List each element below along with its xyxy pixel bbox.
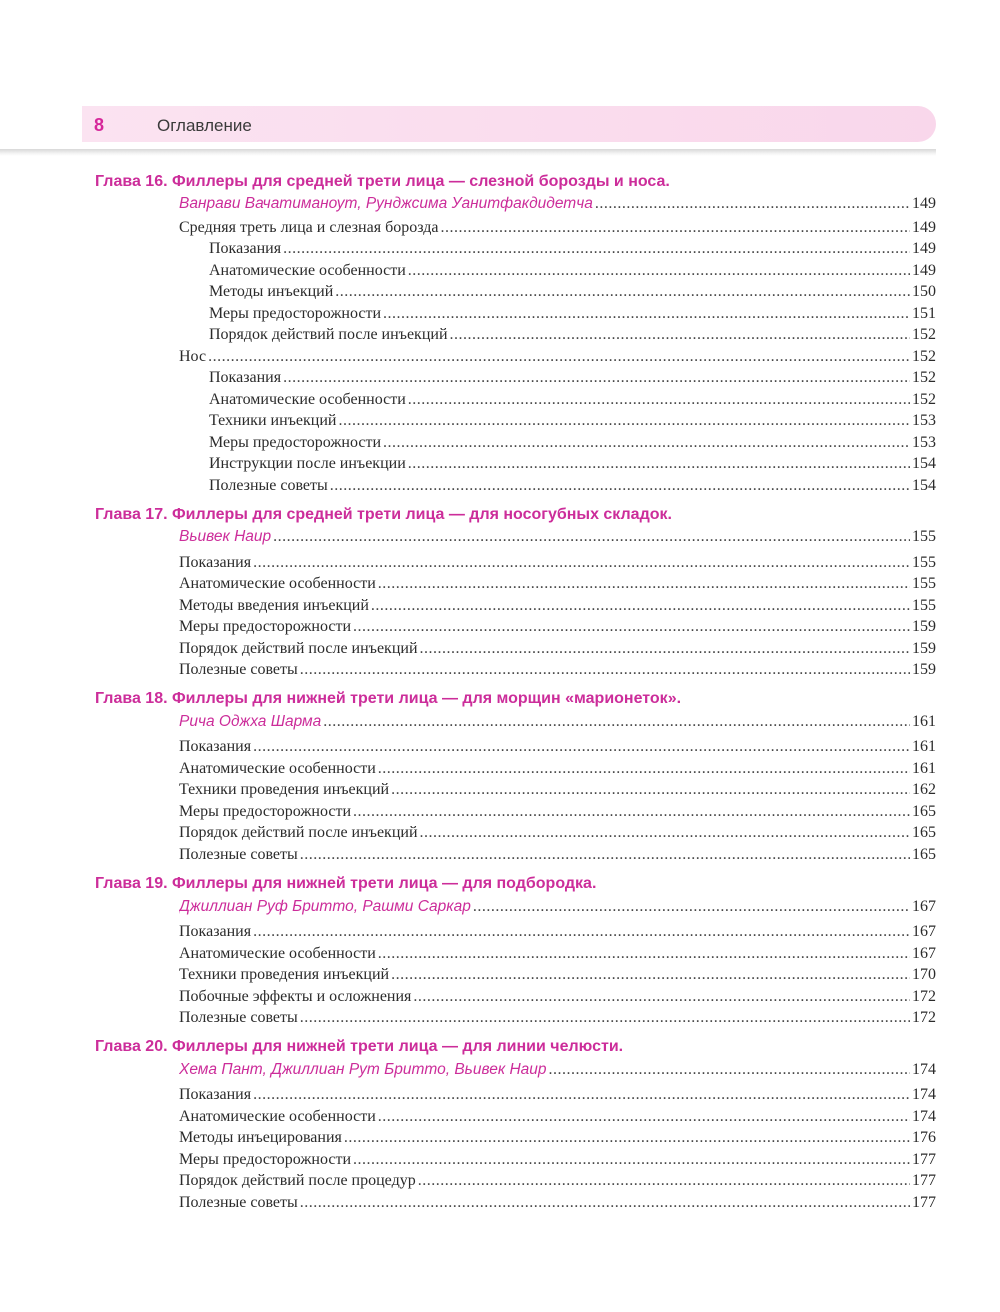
entry-label: Анатомические особенности (209, 262, 406, 279)
entry-label: Меры предосторожности (179, 618, 352, 635)
toc-entry[interactable] (179, 1170, 936, 1192)
toc-entry[interactable] (179, 801, 936, 823)
page-ref: 149 (912, 262, 936, 279)
dot-leader (408, 389, 910, 411)
dot-leader (420, 638, 910, 660)
page-ref: 152 (912, 326, 936, 343)
toc-entry[interactable] (179, 822, 936, 844)
chapter-title[interactable]: Глава 20. Филлеры для нижней трети лица — для линии челюсти. (95, 1038, 624, 1055)
toc-entry[interactable] (209, 453, 936, 475)
entry-label: Полезные советы (179, 846, 298, 863)
toc-entry[interactable] (179, 964, 936, 986)
page-ref: 172 (912, 988, 936, 1005)
dot-leader (330, 475, 910, 497)
dot-leader (253, 921, 910, 943)
dot-leader (353, 1149, 910, 1171)
toc-entry[interactable] (179, 552, 936, 574)
page-ref: 155 (912, 575, 936, 592)
toc-entry[interactable] (179, 1192, 936, 1214)
toc-author-entry[interactable] (179, 1059, 936, 1081)
page-ref: 174 (912, 1086, 936, 1103)
page-ref: 152 (912, 369, 936, 386)
dot-leader (283, 238, 910, 260)
chapter-title[interactable]: Глава 19. Филлеры для нижней трети лица — для подбородка. (95, 875, 597, 892)
entry-label: Методы инъекций (209, 283, 334, 300)
entry-label: Показания (179, 554, 252, 571)
dot-leader (208, 346, 910, 368)
page-ref: 177 (912, 1151, 936, 1168)
page-ref: 154 (912, 455, 936, 472)
entry-label: Техники проведения инъекций (179, 966, 390, 983)
dot-leader (418, 1170, 910, 1192)
entry-label: Анатомические особенности (179, 1108, 376, 1125)
dot-leader (253, 552, 910, 574)
dot-leader (473, 896, 910, 918)
dot-leader (413, 986, 910, 1008)
toc-entry[interactable] (209, 410, 936, 432)
page-ref: 165 (912, 824, 936, 841)
page-ref: 174 (912, 1061, 936, 1078)
toc-author-entry[interactable] (179, 896, 936, 918)
dot-leader (300, 1192, 910, 1214)
toc-entry[interactable] (179, 943, 936, 965)
toc-entry[interactable] (209, 281, 936, 303)
toc-entry[interactable] (179, 758, 936, 780)
page-ref: 153 (912, 434, 936, 451)
dot-leader (378, 573, 910, 595)
running-title: Оглавление (157, 116, 252, 135)
toc-entry[interactable] (179, 638, 936, 660)
page-ref: 162 (912, 781, 936, 798)
dot-leader (408, 260, 910, 282)
dot-leader (391, 964, 910, 986)
dot-leader (338, 410, 910, 432)
dot-leader (344, 1127, 910, 1149)
toc-entry[interactable] (209, 367, 936, 389)
dot-leader (378, 943, 910, 965)
page-ref: 165 (912, 846, 936, 863)
page-ref: 161 (912, 760, 936, 777)
entry-label: Полезные советы (179, 1009, 298, 1026)
author-names: Вьивек Наир (179, 528, 272, 545)
toc-entry[interactable] (179, 779, 936, 801)
page-number: 8 (94, 115, 105, 135)
toc-entry[interactable] (179, 616, 936, 638)
toc-entry[interactable] (179, 1084, 936, 1106)
page-ref: 152 (912, 391, 936, 408)
entry-label: Полезные советы (179, 661, 298, 678)
toc-entry[interactable] (209, 475, 936, 497)
dot-leader (391, 779, 910, 801)
dot-leader (549, 1059, 910, 1081)
toc-entry[interactable] (179, 573, 936, 595)
toc-entry[interactable] (209, 303, 936, 325)
toc-author-entry[interactable] (179, 526, 936, 548)
page-ref: 176 (912, 1129, 936, 1146)
page-ref: 153 (912, 412, 936, 429)
page-ref: 159 (912, 661, 936, 678)
entry-label: Техники проведения инъекций (179, 781, 390, 798)
toc-entry[interactable] (209, 432, 936, 454)
page-ref: 167 (912, 945, 936, 962)
page-ref: 159 (912, 640, 936, 657)
page-ref: 167 (912, 923, 936, 940)
dot-leader (300, 844, 910, 866)
dot-leader (420, 822, 910, 844)
toc-entry[interactable] (179, 736, 936, 758)
page-ref: 159 (912, 618, 936, 635)
entry-label: Анатомические особенности (179, 760, 376, 777)
toc-entry[interactable] (179, 921, 936, 943)
entry-label: Анатомические особенности (179, 575, 376, 592)
toc-entry[interactable] (179, 986, 936, 1008)
entry-label: Анатомические особенности (179, 945, 376, 962)
entry-label: Меры предосторожности (209, 434, 382, 451)
page-ref: 161 (912, 713, 936, 730)
page-ref: 154 (912, 477, 936, 494)
header-divider (0, 149, 936, 156)
dot-leader (300, 1007, 910, 1029)
entry-label: Порядок действий после инъекций (179, 824, 418, 841)
entry-label: Показания (209, 240, 282, 257)
dot-leader (408, 453, 910, 475)
page-ref: 155 (912, 554, 936, 571)
chapter-title[interactable]: Глава 17. Филлеры для средней трети лица — для носогубных складок. (95, 506, 672, 523)
toc-entry[interactable] (209, 324, 936, 346)
entry-label: Нос (179, 348, 207, 365)
author-names: Хема Пант, Джиллиан Рут Бритто, Вьивек Наир (179, 1061, 547, 1078)
toc-entry[interactable] (179, 1149, 936, 1171)
entry-label: Техники инъекций (209, 412, 337, 429)
entry-label: Методы введения инъекций (179, 597, 369, 614)
page-ref: 177 (912, 1194, 936, 1211)
chapter-title[interactable]: Глава 18. Филлеры для нижней трети лица — для морщин «марионеток». (95, 690, 682, 707)
toc-entry[interactable] (179, 1007, 936, 1029)
toc-entry[interactable] (179, 659, 936, 681)
page-ref: 151 (912, 305, 936, 322)
dot-leader (273, 526, 910, 548)
dot-leader (383, 303, 910, 325)
toc-entry[interactable] (179, 1106, 936, 1128)
toc-entry[interactable] (179, 1127, 936, 1149)
entry-label: Анатомические особенности (209, 391, 406, 408)
dot-leader (440, 217, 910, 239)
entry-label: Полезные советы (179, 1194, 298, 1211)
dot-leader (353, 616, 910, 638)
page-ref: 170 (912, 966, 936, 983)
toc-author-entry[interactable] (179, 711, 936, 733)
page-ref: 161 (912, 738, 936, 755)
entry-label: Порядок действий после процедур (179, 1172, 416, 1189)
author-names: Ванрави Вачатиманоут, Рунджсима Уанитфакдидетча (179, 195, 593, 212)
entry-label: Побочные эффекты и осложнения (179, 988, 412, 1005)
entry-label: Полезные советы (209, 477, 328, 494)
entry-label: Меры предосторожности (179, 803, 352, 820)
chapter-title[interactable]: Глава 16. Филлеры для средней трети лица — слезной борозды и носа. (95, 173, 670, 190)
toc-author-entry[interactable] (179, 193, 936, 215)
author-names: Джиллиан Руф Бритто, Рашми Саркар (179, 898, 471, 915)
dot-leader (371, 595, 910, 617)
entry-label: Порядок действий после инъекций (209, 326, 448, 343)
dot-leader (383, 432, 910, 454)
dot-leader (323, 711, 910, 733)
dot-leader (253, 736, 910, 758)
dot-leader (595, 193, 910, 215)
dot-leader (378, 758, 910, 780)
entry-label: Методы инъецирования (179, 1129, 342, 1146)
toc-entry[interactable] (209, 260, 936, 282)
toc-entry[interactable] (179, 217, 936, 239)
page-ref: 155 (912, 597, 936, 614)
entry-label: Меры предосторожности (209, 305, 382, 322)
entry-label: Инструкции после инъекции (209, 455, 406, 472)
toc-entry[interactable] (209, 389, 936, 411)
dot-leader (335, 281, 910, 303)
entry-label: Показания (179, 1086, 252, 1103)
toc-entry[interactable] (179, 844, 936, 866)
page-ref: 172 (912, 1009, 936, 1026)
page-ref: 149 (912, 219, 936, 236)
dot-leader (378, 1106, 910, 1128)
entry-label: Показания (209, 369, 282, 386)
dot-leader (353, 801, 910, 823)
entry-label: Показания (179, 923, 252, 940)
page-ref: 152 (912, 348, 936, 365)
entry-label: Средняя треть лица и слезная борозда (179, 219, 439, 236)
toc-entry[interactable] (179, 595, 936, 617)
page-ref: 150 (912, 283, 936, 300)
entry-label: Порядок действий после инъекций (179, 640, 418, 657)
page-ref: 149 (912, 240, 936, 257)
page-ref: 167 (912, 898, 936, 915)
toc-entry[interactable] (209, 238, 936, 260)
page-ref: 165 (912, 803, 936, 820)
entry-label: Меры предосторожности (179, 1151, 352, 1168)
dot-leader (253, 1084, 910, 1106)
entry-label: Показания (179, 738, 252, 755)
dot-leader (283, 367, 910, 389)
page-ref: 149 (912, 195, 936, 212)
toc-entry[interactable] (179, 346, 936, 368)
dot-leader (450, 324, 910, 346)
author-names: Рича Оджха Шарма (179, 713, 322, 730)
page-ref: 155 (912, 528, 936, 545)
page-ref: 177 (912, 1172, 936, 1189)
page-ref: 174 (912, 1108, 936, 1125)
dot-leader (300, 659, 910, 681)
